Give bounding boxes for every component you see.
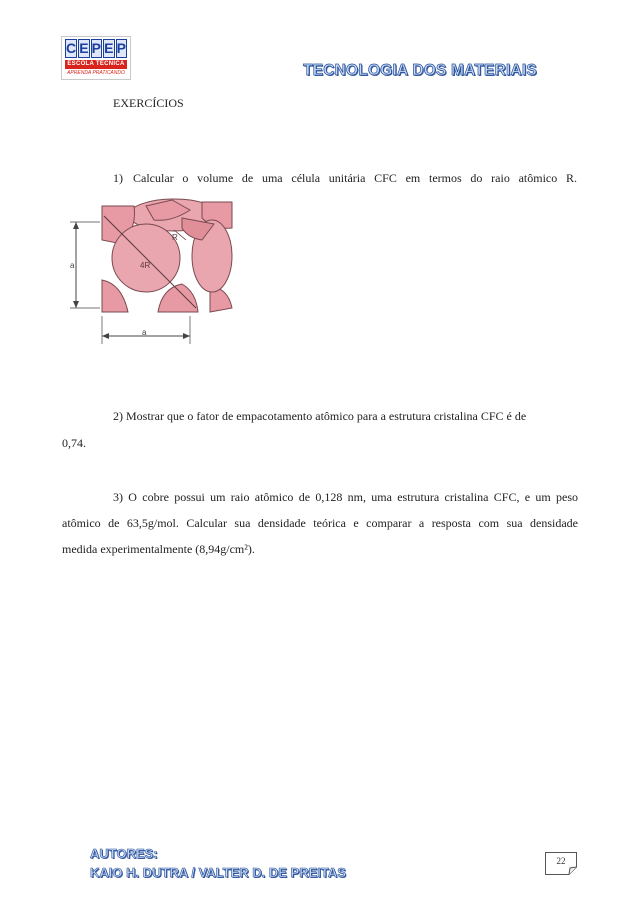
page-number-box: [545, 852, 577, 875]
fcc-unit-cell-figure: [62, 188, 242, 353]
question-text: Calcular o volume de uma célula unitária CFC em termos do raio atômico R.: [133, 171, 577, 185]
question-3-line: 3) O cobre possui um raio atômico de 0,128 nm, uma estrutura cristalina CFC, e um peso: [113, 490, 578, 504]
question-3-line: atômico de 63,5g/mol. Calcular sua densidade teórica e comparar a resposta com sua densidade: [62, 516, 578, 530]
logo-letter: E: [79, 40, 89, 56]
logo-brand: [65, 39, 127, 58]
corner-atom: [158, 284, 198, 312]
label-r: R: [172, 233, 178, 242]
school-logo: [61, 36, 131, 80]
question-number: 1): [113, 171, 123, 185]
question-3-line: medida experimentalmente (8,94g/cm²).: [62, 542, 255, 556]
logo-letter: C: [66, 40, 77, 56]
logo-subtitle: ESCOLA TÉCNICA: [65, 60, 127, 69]
question-1: [113, 170, 577, 186]
question-3: [62, 484, 578, 562]
dimension-horizontal: [102, 316, 190, 344]
logo-letter: E: [104, 40, 114, 56]
label-a-horizontal: a: [142, 328, 147, 337]
logo-tagline: APRENDA PRATICANDO: [67, 70, 125, 76]
dimension-vertical: [70, 222, 100, 308]
footer-authors: [90, 844, 346, 882]
section-heading: EXERCÍCIOS: [113, 96, 184, 110]
logo-letter: P: [116, 40, 126, 56]
question-2-line: 0,74.: [62, 436, 86, 450]
question-2: [62, 403, 578, 457]
fcc-cell-atoms: [102, 199, 232, 312]
label-4r: 4R: [140, 261, 151, 270]
page-number: 22: [556, 856, 566, 866]
label-a-vertical: a: [70, 261, 75, 270]
logo-letter: P: [91, 40, 101, 56]
header-title: TECNOLOGIA DOS MATERIAIS: [303, 62, 537, 79]
authors-label: AUTORES:: [90, 846, 158, 861]
authors-names: KAIO H. DUTRA / VALTER D. DE PREITAS: [90, 865, 346, 880]
question-2-line: 2) Mostrar que o fator de empacotamento atômico para a estrutura cristalina CFC é de: [113, 409, 527, 423]
corner-atom: [102, 280, 128, 312]
